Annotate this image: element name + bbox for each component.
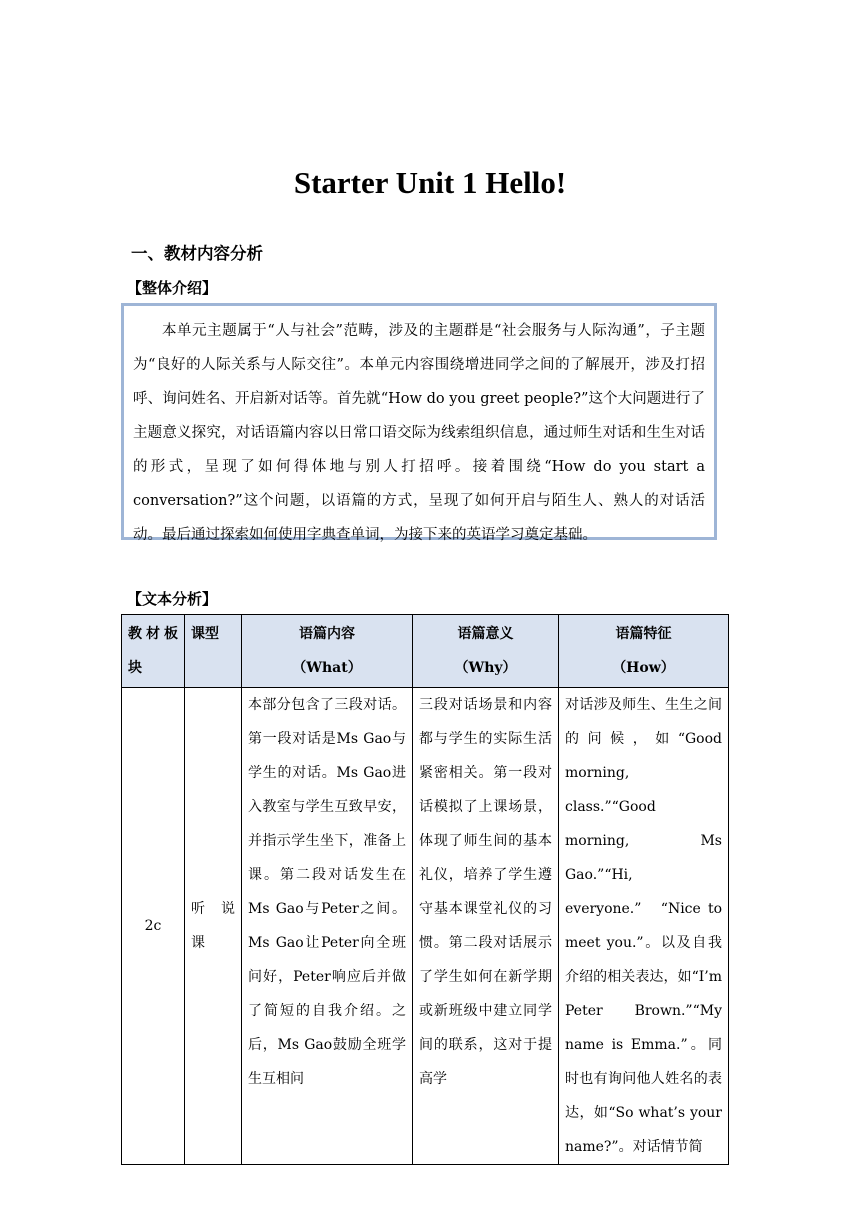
cell-content: 本部分包含了三段对话。第一段对话是Ms Gao与学生的对话。Ms Gao进入教室与学生互致早安，并指示学生坐下，准备上课。第二段对话发生在Ms Gao与Peter之间。Ms Gao让Peter向全班问好，Peter响应后并做了简短的自我介绍。之后，Ms Gao鼓励全班学生互相问 [242,688,413,1165]
header-type: 课型 [185,615,242,688]
section-heading: 一、教材内容分析 [131,244,263,263]
cell-module: 2c [122,688,185,1165]
overview-text: 本单元主题属于“人与社会”范畴，涉及的主题群是“社会服务与人际沟通”，子主题为“良好的人际关系与人际交往”。本单元内容围绕增进同学之间的了解展开，涉及打招呼、询问姓名、开启新对话等。首先就“How do you greet people?”这个大问题进行了主题意义探究，对话语篇内容以日常口语交际为线索组织信息，通过师生对话和生生对话的形式，呈现了如何得体地与别人打招呼。接着围绕“How do you start a conversation?”这个问题，以语篇的方式，呈现了如何开启与陌生人、熟人的对话活动。最后通过探索如何使用字典查单词，为接下来的英语学习奠定基础。 [133,323,705,543]
header-module: 教材板块 [122,615,185,688]
header-content: 语篇内容 （What） [242,615,413,688]
overview-heading: 【整体介绍】 [127,279,218,297]
cell-type: 听 说 课 [185,688,242,1165]
cell-meaning: 三段对话场景和内容都与学生的实际生活紧密相关。第一段对话模拟了上课场景，体现了师生间的基本礼仪，培养了学生遵守基本课堂礼仪的习惯。第二段对话展示了学生如何在新学期或新班级中建立同学间的联系，这对于提高学 [413,688,559,1165]
table-header-row [122,615,729,688]
overview-box [121,303,717,543]
cell-features: 对话涉及师生、生生之间的问候，如“Good morning, class.”“Good morning, Ms Gao.”“Hi, everyone.” “Nice to meet you.”。以及自我介绍的相关表达，如“I’m Peter Brown.”“My name is Emma.”。同时也有询问他人姓名的表达，如“So what’s your name?”。对话情节简 [559,688,729,1165]
table-row [122,688,729,1165]
page-title: Starter Unit 1 Hello! [293,165,567,200]
header-meaning: 语篇意义 （Why） [413,615,559,688]
text-analysis-heading: 【文本分析】 [127,590,218,608]
text-analysis-table [121,614,729,1165]
header-features: 语篇特征 （How） [559,615,729,688]
